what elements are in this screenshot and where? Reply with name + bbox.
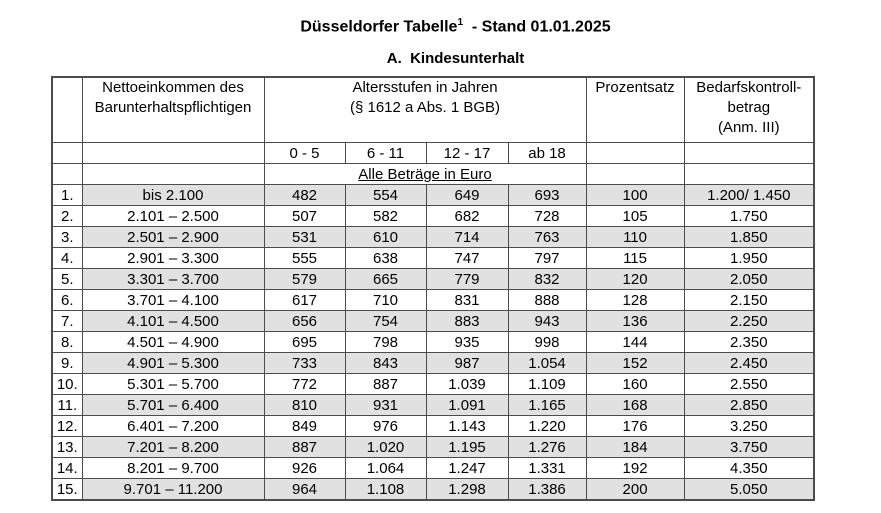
table-row bbox=[52, 311, 814, 332]
subheader-cell-empty bbox=[684, 143, 814, 164]
table-row bbox=[52, 248, 814, 269]
cell-age-6-11: 610 bbox=[345, 227, 426, 248]
cell-age-0-5: 482 bbox=[264, 185, 345, 206]
cell-percentage: 136 bbox=[586, 311, 684, 332]
cell-income-range: 9.701 – 11.200 bbox=[82, 479, 264, 501]
cell-age-12-17: 1.247 bbox=[426, 458, 508, 479]
cell-age-12-17: 883 bbox=[426, 311, 508, 332]
cell-control-amount: 1.200/ 1.450 bbox=[684, 185, 814, 206]
table-row bbox=[52, 416, 814, 437]
cell-age-0-5: 531 bbox=[264, 227, 345, 248]
cell-age-18plus: 728 bbox=[508, 206, 586, 227]
cell-age-6-11: 887 bbox=[345, 374, 426, 395]
header-control-line-3: (Anm. III) bbox=[717, 119, 780, 137]
cell-income-range: bis 2.100 bbox=[82, 185, 264, 206]
cell-age-6-11: 798 bbox=[345, 332, 426, 353]
subheader-age-18plus: ab 18 bbox=[508, 143, 586, 164]
cell-age-12-17: 649 bbox=[426, 185, 508, 206]
cell-income-range: 4.901 – 5.300 bbox=[82, 353, 264, 374]
cell-control-amount: 2.350 bbox=[684, 332, 814, 353]
cell-age-0-5: 926 bbox=[264, 458, 345, 479]
cell-age-6-11: 710 bbox=[345, 290, 426, 311]
cell-age-6-11: 976 bbox=[345, 416, 426, 437]
cell-income-range: 8.201 – 9.700 bbox=[82, 458, 264, 479]
cell-percentage: 115 bbox=[586, 248, 684, 269]
age-columns-header-row bbox=[52, 143, 814, 164]
table-row bbox=[52, 374, 814, 395]
header-control-line-2: betrag bbox=[727, 99, 771, 117]
cell-age-6-11: 582 bbox=[345, 206, 426, 227]
table-row bbox=[52, 332, 814, 353]
cell-percentage: 176 bbox=[586, 416, 684, 437]
cell-income-range: 3.301 – 3.700 bbox=[82, 269, 264, 290]
cell-row-number: 15. bbox=[52, 479, 82, 501]
table-row bbox=[52, 290, 814, 311]
cell-age-18plus: 1.386 bbox=[508, 479, 586, 501]
cell-income-range: 5.301 – 5.700 bbox=[82, 374, 264, 395]
cell-percentage: 184 bbox=[586, 437, 684, 458]
page-title bbox=[30, 17, 881, 36]
section-subtitle: A. Kindesunterhalt bbox=[386, 50, 525, 68]
cell-percentage: 144 bbox=[586, 332, 684, 353]
cell-row-number: 7. bbox=[52, 311, 82, 332]
cell-row-number: 6. bbox=[52, 290, 82, 311]
cell-age-0-5: 695 bbox=[264, 332, 345, 353]
header-income-line-2: Barunterhaltspflichtigen bbox=[94, 99, 252, 117]
table-row bbox=[52, 185, 814, 206]
cell-age-18plus: 693 bbox=[508, 185, 586, 206]
cell-control-amount: 3.250 bbox=[684, 416, 814, 437]
table-row bbox=[52, 353, 814, 374]
cell-age-18plus: 763 bbox=[508, 227, 586, 248]
cell-control-amount: 2.550 bbox=[684, 374, 814, 395]
cell-income-range: 2.501 – 2.900 bbox=[82, 227, 264, 248]
cell-percentage: 100 bbox=[586, 185, 684, 206]
cell-row-number: 5. bbox=[52, 269, 82, 290]
cell-control-amount: 4.350 bbox=[684, 458, 814, 479]
cell-age-12-17: 1.091 bbox=[426, 395, 508, 416]
cell-age-6-11: 931 bbox=[345, 395, 426, 416]
table-row bbox=[52, 227, 814, 248]
cell-income-range: 7.201 – 8.200 bbox=[82, 437, 264, 458]
table-row bbox=[52, 437, 814, 458]
header-cell-age-groups bbox=[264, 77, 586, 143]
cell-row-number: 2. bbox=[52, 206, 82, 227]
cell-age-12-17: 682 bbox=[426, 206, 508, 227]
cell-age-18plus: 888 bbox=[508, 290, 586, 311]
cell-age-12-17: 779 bbox=[426, 269, 508, 290]
cell-age-6-11: 843 bbox=[345, 353, 426, 374]
cell-age-6-11: 554 bbox=[345, 185, 426, 206]
cell-age-0-5: 887 bbox=[264, 437, 345, 458]
cell-row-number: 14. bbox=[52, 458, 82, 479]
cell-row-number: 9. bbox=[52, 353, 82, 374]
amounts-note-cell bbox=[264, 164, 586, 185]
cell-row-number: 4. bbox=[52, 248, 82, 269]
cell-age-0-5: 507 bbox=[264, 206, 345, 227]
cell-age-18plus: 998 bbox=[508, 332, 586, 353]
cell-row-number: 13. bbox=[52, 437, 82, 458]
note-cell-empty bbox=[82, 164, 264, 185]
table-row bbox=[52, 395, 814, 416]
cell-percentage: 110 bbox=[586, 227, 684, 248]
subheader-cell-empty bbox=[586, 143, 684, 164]
cell-age-6-11: 1.020 bbox=[345, 437, 426, 458]
cell-age-18plus: 1.276 bbox=[508, 437, 586, 458]
cell-control-amount: 2.450 bbox=[684, 353, 814, 374]
subheader-age-12-17: 12 - 17 bbox=[426, 143, 508, 164]
amounts-note-text: Alle Beträge in Euro bbox=[358, 165, 492, 183]
cell-age-6-11: 1.064 bbox=[345, 458, 426, 479]
cell-age-0-5: 733 bbox=[264, 353, 345, 374]
cell-row-number: 12. bbox=[52, 416, 82, 437]
cell-age-0-5: 964 bbox=[264, 479, 345, 501]
cell-age-12-17: 1.143 bbox=[426, 416, 508, 437]
header-age-line-2: (§ 1612 a Abs. 1 BGB) bbox=[349, 99, 501, 117]
cell-control-amount: 2.150 bbox=[684, 290, 814, 311]
cell-age-0-5: 555 bbox=[264, 248, 345, 269]
page-title-date: - Stand 01.01.2025 bbox=[463, 18, 611, 36]
subheader-age-6-11: 6 - 11 bbox=[345, 143, 426, 164]
cell-control-amount: 1.950 bbox=[684, 248, 814, 269]
cell-row-number: 8. bbox=[52, 332, 82, 353]
cell-age-12-17: 831 bbox=[426, 290, 508, 311]
cell-age-18plus: 1.331 bbox=[508, 458, 586, 479]
cell-income-range: 5.701 – 6.400 bbox=[82, 395, 264, 416]
cell-row-number: 1. bbox=[52, 185, 82, 206]
amounts-note-row bbox=[52, 164, 814, 185]
cell-row-number: 10. bbox=[52, 374, 82, 395]
cell-control-amount: 2.250 bbox=[684, 311, 814, 332]
cell-percentage: 105 bbox=[586, 206, 684, 227]
cell-age-0-5: 772 bbox=[264, 374, 345, 395]
header-cell-percentage: Prozentsatz bbox=[586, 77, 684, 143]
cell-age-0-5: 579 bbox=[264, 269, 345, 290]
page-title-text: Düsseldorfer Tabelle bbox=[300, 18, 458, 36]
header-cell-control-amount bbox=[684, 77, 814, 143]
cell-age-18plus: 943 bbox=[508, 311, 586, 332]
subheader-cell-empty bbox=[82, 143, 264, 164]
cell-age-18plus: 1.220 bbox=[508, 416, 586, 437]
cell-row-number: 3. bbox=[52, 227, 82, 248]
cell-age-6-11: 665 bbox=[345, 269, 426, 290]
cell-age-6-11: 754 bbox=[345, 311, 426, 332]
cell-percentage: 160 bbox=[586, 374, 684, 395]
cell-income-range: 4.501 – 4.900 bbox=[82, 332, 264, 353]
cell-age-0-5: 849 bbox=[264, 416, 345, 437]
note-cell-empty bbox=[586, 164, 684, 185]
header-cell-empty bbox=[52, 77, 82, 143]
cell-control-amount: 1.750 bbox=[684, 206, 814, 227]
document-header bbox=[0, 17, 881, 67]
cell-income-range: 2.101 – 2.500 bbox=[82, 206, 264, 227]
cell-age-12-17: 1.039 bbox=[426, 374, 508, 395]
cell-age-6-11: 1.108 bbox=[345, 479, 426, 501]
cell-age-18plus: 1.109 bbox=[508, 374, 586, 395]
cell-income-range: 4.101 – 4.500 bbox=[82, 311, 264, 332]
cell-age-12-17: 714 bbox=[426, 227, 508, 248]
cell-age-0-5: 617 bbox=[264, 290, 345, 311]
cell-percentage: 200 bbox=[586, 479, 684, 501]
title-footnote-marker: 1 bbox=[457, 17, 463, 28]
cell-control-amount: 5.050 bbox=[684, 479, 814, 501]
subheader-age-0-5: 0 - 5 bbox=[264, 143, 345, 164]
cell-age-18plus: 797 bbox=[508, 248, 586, 269]
cell-percentage: 128 bbox=[586, 290, 684, 311]
cell-age-12-17: 1.195 bbox=[426, 437, 508, 458]
note-cell-empty bbox=[684, 164, 814, 185]
cell-control-amount: 2.050 bbox=[684, 269, 814, 290]
duesseldorfer-tabelle bbox=[51, 76, 815, 501]
header-control-line-1: Bedarfskontroll- bbox=[696, 79, 802, 97]
cell-age-18plus: 1.054 bbox=[508, 353, 586, 374]
header-age-line-1: Altersstufen in Jahren bbox=[352, 79, 498, 97]
cell-control-amount: 2.850 bbox=[684, 395, 814, 416]
header-income-line-1: Nettoeinkommen des bbox=[102, 79, 244, 97]
cell-age-6-11: 638 bbox=[345, 248, 426, 269]
cell-percentage: 192 bbox=[586, 458, 684, 479]
cell-percentage: 152 bbox=[586, 353, 684, 374]
table-row bbox=[52, 458, 814, 479]
cell-age-18plus: 832 bbox=[508, 269, 586, 290]
cell-age-18plus: 1.165 bbox=[508, 395, 586, 416]
cell-percentage: 120 bbox=[586, 269, 684, 290]
table-row bbox=[52, 269, 814, 290]
subheader-cell-empty bbox=[52, 143, 82, 164]
cell-row-number: 11. bbox=[52, 395, 82, 416]
cell-control-amount: 3.750 bbox=[684, 437, 814, 458]
cell-age-12-17: 935 bbox=[426, 332, 508, 353]
table-row bbox=[52, 206, 814, 227]
cell-age-0-5: 656 bbox=[264, 311, 345, 332]
cell-income-range: 2.901 – 3.300 bbox=[82, 248, 264, 269]
cell-control-amount: 1.850 bbox=[684, 227, 814, 248]
note-cell-empty bbox=[52, 164, 82, 185]
table-row bbox=[52, 479, 814, 501]
cell-age-12-17: 1.298 bbox=[426, 479, 508, 501]
cell-age-12-17: 747 bbox=[426, 248, 508, 269]
header-cell-income bbox=[82, 77, 264, 143]
cell-income-range: 6.401 – 7.200 bbox=[82, 416, 264, 437]
cell-age-12-17: 987 bbox=[426, 353, 508, 374]
cell-percentage: 168 bbox=[586, 395, 684, 416]
table-header-row bbox=[52, 77, 814, 143]
cell-age-0-5: 810 bbox=[264, 395, 345, 416]
cell-income-range: 3.701 – 4.100 bbox=[82, 290, 264, 311]
